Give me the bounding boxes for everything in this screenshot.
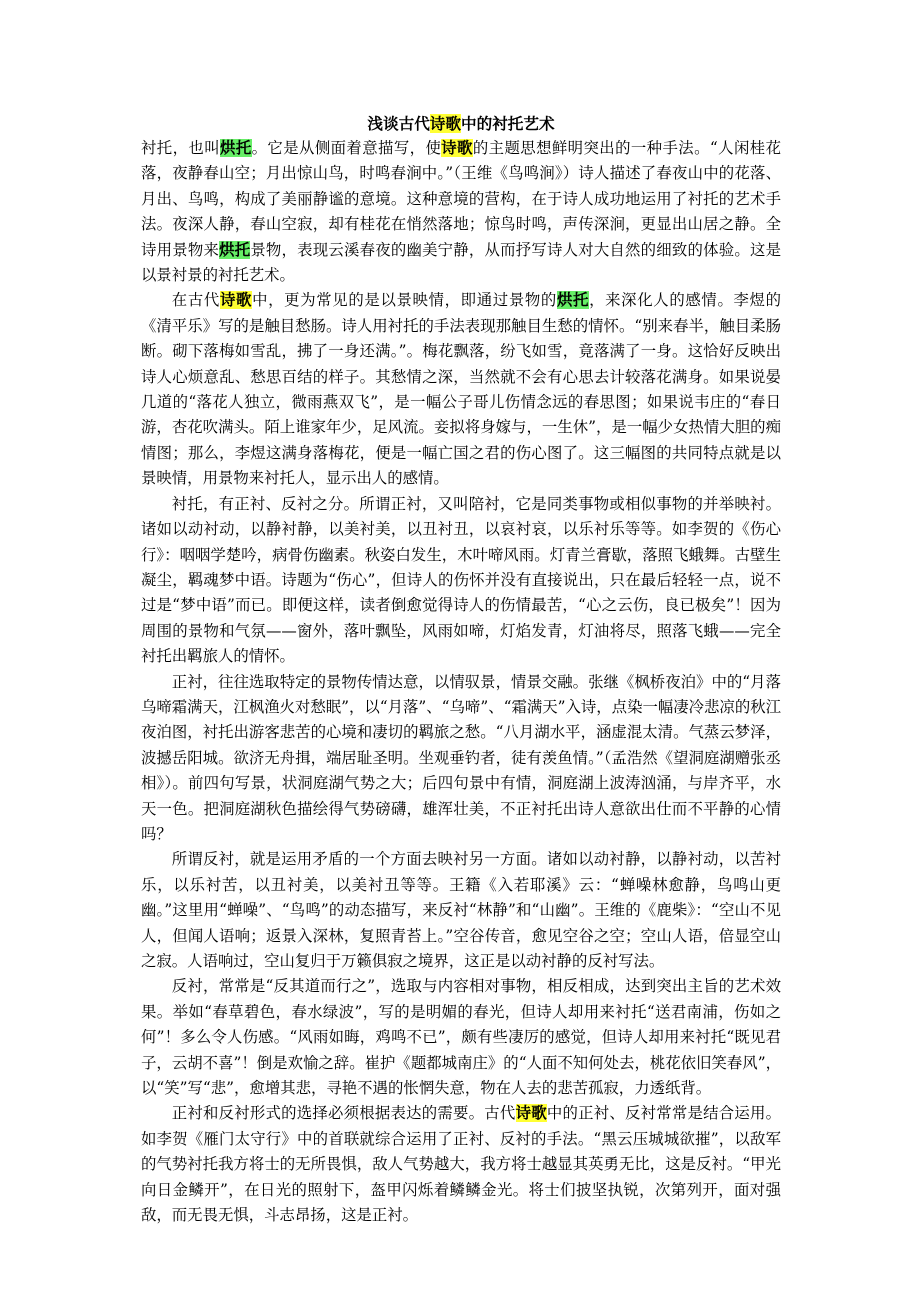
highlighted-keyword: 烘托: [219, 240, 251, 259]
paragraph: [141, 492, 781, 670]
paragraph-text: 衬托，有正衬、反衬之分。所谓正衬，又叫陪衬，它是同类事物或相似事物的并举映衬。诸如以动衬动，以静衬静，以美衬美，以丑衬丑，以哀衬哀，以乐衬乐等等。如李贺的《伤心行》：咽咽学楚吟，病骨伤幽素。秋姿白发生，木叶啼风雨。灯青兰膏歇，落照飞蛾舞。古壁生凝尘，羁魂梦中语。诗题为“伤心”，但诗人的伤怀并没有直接说出，只在最后轻轻一点，说不过是“梦中语”而已。即便这样，读者倒愈觉得诗人的伤情最苦，“心之云伤，良已极矣”！因为周围的景物和气氛——窗外，落叶飘坠，风雨如啼，灯焰发青，灯油将尽，照落飞蛾——完全衬托出羁旅人的情怀。: [141, 494, 781, 666]
paragraph-text: 在古代: [171, 291, 220, 310]
paragraph: [141, 974, 781, 1101]
paragraph: [141, 670, 781, 848]
document-page: [141, 112, 781, 1228]
document-body: [141, 136, 781, 1228]
paragraph-text: 中，更为常见的是以景映情，即通过景物的: [252, 291, 557, 310]
paragraph: [141, 847, 781, 974]
paragraph-text: 正衬和反衬形式的选择必须根据表达的需要。古代: [171, 1104, 516, 1123]
paragraph-text: ，来深化人的感情。李煜的《清平乐》写的是触目愁肠。诗人用衬托的手法表现那触目生愁的情怀。“别来春半，触目柔肠断。砌下落梅如雪乱，拂了一身还满。”。梅花飘落，纷飞如雪，竟落满了一身。这恰好反映出诗人心烦意乱、愁思百结的样子。其愁情之深，当然就不会有心思去计较落花满身。如果说晏几道的“落花人独立，微雨燕双飞”，是一幅公子哥儿伤情念远的春思图；如果说韦庄的“春日游，杏花吹满头。陌上谁家年少，足风流。妾拟将身嫁与，一生休”，是一幅少女热情大胆的痴情图；那么，李煜这满身落梅花，便是一幅亡国之君的伤心图了。这三幅图的共同特点就是以景映情，用景物来衬托人，显示出人的感情。: [141, 291, 781, 488]
title-text-pre: 浅谈古代: [367, 114, 430, 133]
highlighted-keyword: 烘托: [220, 139, 252, 157]
highlighted-keyword: 烘托: [556, 291, 590, 310]
paragraph-text: 正衬，往往选取特定的景物传情达意，以情驭景，情景交融。张继《枫桥夜泊》中的“月落乌啼霜满天，江枫渔火对愁眠”，以“月落”、“乌啼”、“霜满天”入诗，点染一幅凄冷悲凉的秋江夜泊图，衬托出游客悲苦的心境和凄切的羁旅之愁。“八月湖水平，涵虚混太清。气蒸云梦泽，波撼岳阳城。欲济无舟揖，端居耻圣明。坐观垂钓者，徒有羡鱼情。”（孟浩然《望洞庭湖赠张丞相》）。前四句写景，状洞庭湖气势之大；后四句景中有情，洞庭湖上波涛汹涌，与岸齐平，水天一色。把洞庭湖秋色描绘得气势磅礴，雄浑壮美，不正衬托出诗人意欲出仕而不平静的心情吗？: [141, 672, 781, 843]
title-text-post: 中的衬托艺术: [461, 114, 555, 133]
paragraph-text: 反衬，常常是“反其道而行之”，选取与内容相对事物，相反相成，达到突出主旨的艺术效果。举如“春草碧色，春水绿波”，写的是明媚的春光，但诗人却用来衬托“送君南浦，伤如之何”！多么令人伤感。“风雨如晦，鸡鸣不已”，颇有些凄厉的感觉，但诗人却用来衬托“既见君子，云胡不喜”！倒是欢愉之辞。崔护《题都城南庄》的“人面不知何处去，桃花依旧笑春风”，以“笑”写“悲”，愈增其悲，寻艳不遇的怅惘失意，物在人去的悲苦孤寂，力透纸背。: [141, 977, 781, 1098]
paragraph: [141, 136, 781, 288]
highlighted-keyword: 诗歌: [515, 1104, 547, 1123]
title-highlight-keyword: 诗歌: [429, 114, 461, 133]
paragraph: [141, 1101, 781, 1228]
highlighted-keyword: 诗歌: [441, 139, 473, 157]
paragraph: [141, 288, 781, 491]
paragraph-text: 衬托，也叫: [141, 139, 221, 157]
document-title: [141, 112, 781, 136]
paragraph-text: 的主题思想鲜明突出的一种手法。“人闲桂花落，夜静春山空；月出惊山鸟，时鸣春涧中。”（王维《鸟鸣涧》）诗人描述了春夜山中的花落、月出、鸟鸣，构成了美丽静谧的意境。这种意境的营构，在于诗人成功地运用了衬托的艺术手法。夜深人静，春山空寂，却有桂花在悄然落地；惊鸟时鸣，声传深涧，更显出山居之静。全诗用景物来: [141, 139, 781, 259]
paragraph-text: 。它是从侧面着意描写，使: [251, 139, 442, 157]
highlighted-keyword: 诗歌: [219, 291, 253, 310]
paragraph-text: 景物，表现云溪春夜的幽美宁静，从而抒写诗人对大自然的细致的体验。这是以景衬景的衬托艺术。: [141, 240, 781, 285]
paragraph-text: 所谓反衬，就是运用矛盾的一个方面去映衬另一方面。诸如以动衬静，以静衬动，以苦衬乐，以乐衬苦，以丑衬美，以美衬丑等等。王籍《入若耶溪》云：“蝉噪林愈静，鸟鸣山更幽。”这里用“蝉噪”、“鸟鸣”的动态描写，来反衬“林静”和“山幽”。王维的《鹿柴》：“空山不见人，但闻人语响；返景入深林，复照青苔上。”空谷传音，愈见空谷之空；空山人语，倍显空山之寂。人语响过，空山复归于万籁俱寂之境界，这正是以动衬静的反衬写法。: [141, 850, 781, 970]
paragraph-text: 中的正衬、反衬常常是结合运用。如李贺《雁门太守行》中的首联就综合运用了正衬、反衬的手法。“黑云压城城欲摧”，以敌军的气势衬托我方将士的无所畏惧，敌人气势越大，我方将士越显其英勇无比，这是反衬。“甲光向日金鳞开”，在日光的照射下，盔甲闪烁着鳞鳞金光。将士们披坚执锐，次第列开，面对强敌，而无畏无惧，斗志昂扬，这是正衬。: [141, 1104, 781, 1225]
